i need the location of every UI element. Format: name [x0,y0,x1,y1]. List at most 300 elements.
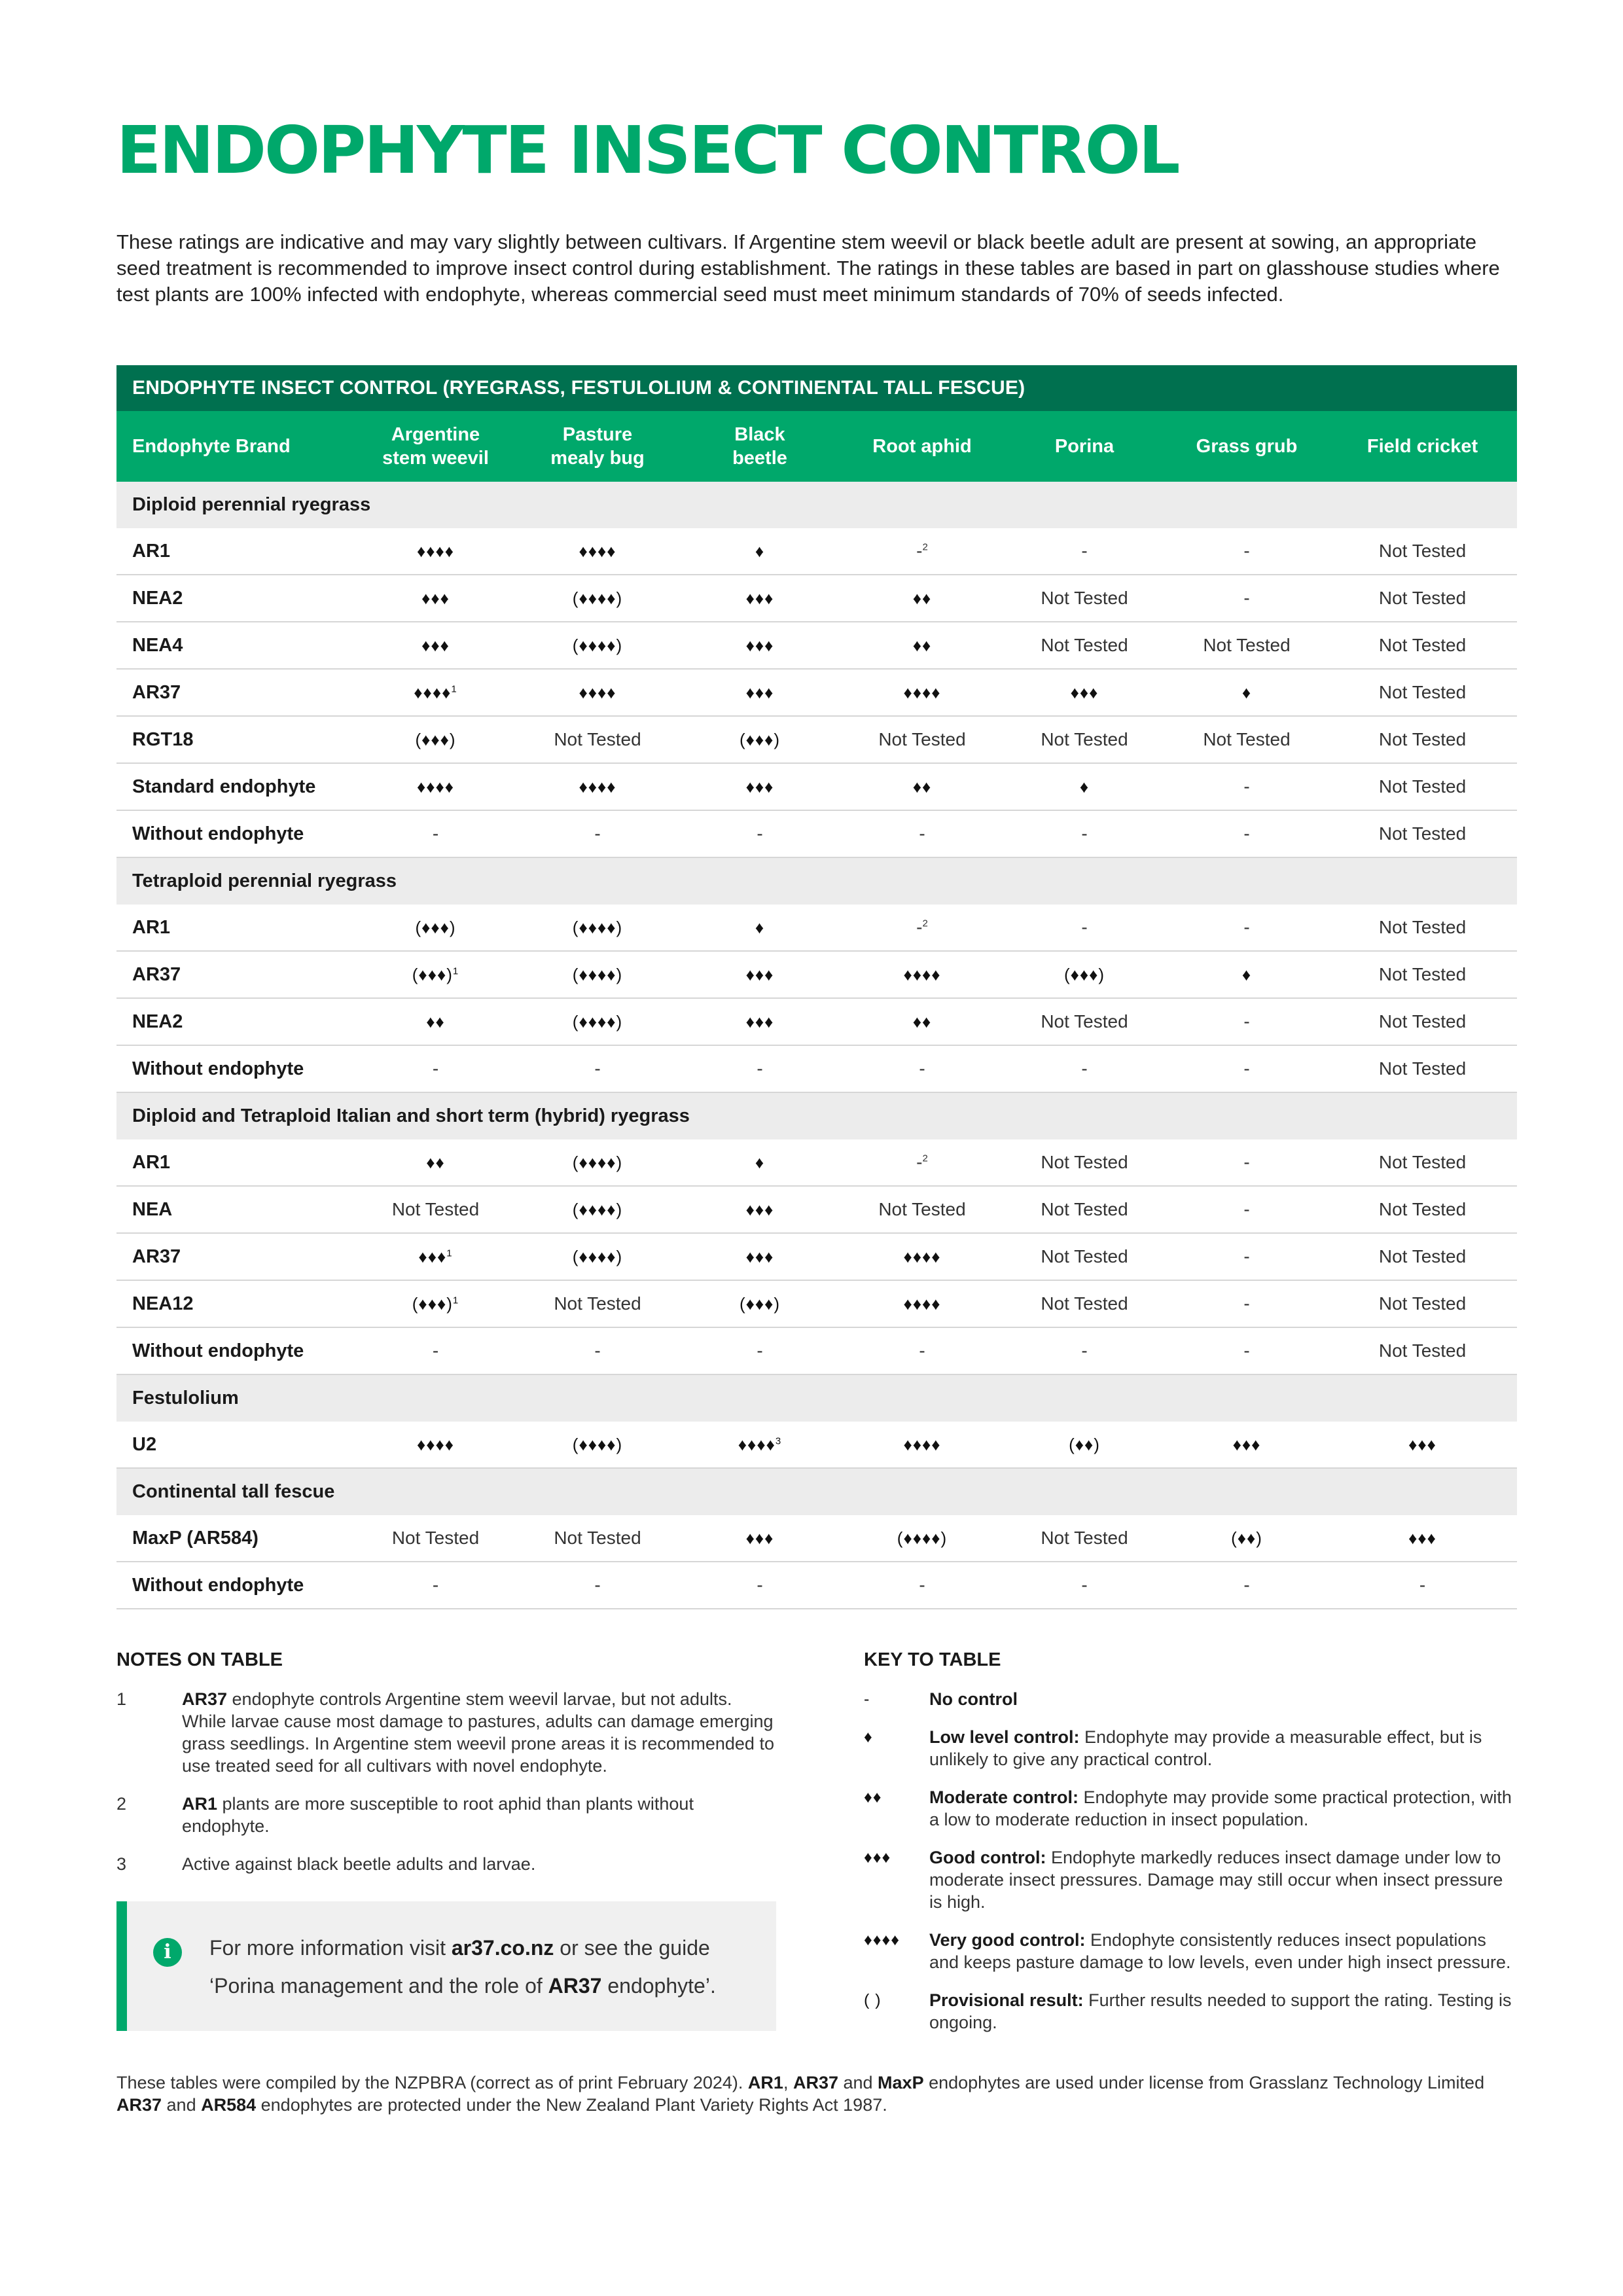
endophyte-brand: Without endophyte [116,1562,355,1609]
rating-cell [355,1327,516,1374]
rating-cell [516,810,679,857]
rating-value: (♦♦♦♦) [572,1011,623,1031]
rating-value: - [1243,588,1250,608]
rating-value: - [1243,1293,1250,1314]
rating-value: ♦♦ [912,776,932,797]
rating-value: Not Tested [1041,729,1128,749]
rating-cell [1328,575,1517,622]
rating-cell [679,622,841,669]
rating-cell [679,669,841,716]
rating-cell [679,998,841,1045]
rating-cell [841,622,1003,669]
footnote-ref: 2 [922,918,928,929]
rating-cell [516,622,679,669]
key-symbol: ♦ [864,1728,873,1746]
rating-cell [355,763,516,810]
footer-bold: MaxP [878,2073,924,2092]
rating-cell [1166,575,1328,622]
endophyte-brand: MaxP (AR584) [116,1515,355,1562]
rating-cell [1166,810,1328,857]
key-symbol: ♦♦♦♦ [864,1931,901,1949]
rating-value: (♦♦♦♦) [897,1528,948,1548]
rating-cell [1003,1422,1166,1468]
rating-value: Not Tested [554,729,641,749]
key-item [864,1726,1518,1770]
notes-heading: NOTES ON TABLE [116,1649,283,1670]
rating-value: - [919,1340,925,1361]
rating-cell [841,575,1003,622]
rating-value: ♦♦♦♦ [579,682,616,702]
rating-cell [516,998,679,1045]
rating-cell [355,1515,516,1562]
rating-cell [516,1515,679,1562]
rating-value: - [1243,1575,1250,1595]
rating-cell [841,1515,1003,1562]
rating-value: (♦♦♦) [739,1293,781,1314]
rating-cell [679,1186,841,1233]
rating-cell [1328,622,1517,669]
note-body: Active against black beetle adults and larvae. [182,1854,536,1874]
rating-value: - [432,823,439,844]
rating-value: - [1243,1199,1250,1219]
rating-cell [1328,905,1517,951]
rating-cell [679,1045,841,1092]
rating-cell [516,669,679,716]
group-row [116,857,1517,905]
key-label: Provisional result: [929,1990,1084,2010]
rating-cell [1003,575,1166,622]
rating-cell [841,1422,1003,1468]
key-text [929,1989,1518,2034]
rating-value: (♦♦♦♦) [572,635,623,655]
rating-value: - [1243,823,1250,844]
rating-cell [355,810,516,857]
rating-value: Not Tested [554,1528,641,1548]
rating-value: - [1243,776,1250,797]
group-label: Continental tall fescue [116,1468,1517,1515]
key-item [864,1688,1518,1710]
note-text [182,1688,777,1777]
rating-cell [355,528,516,575]
rating-cell [679,1233,841,1280]
column-header [116,411,355,482]
key-label: Moderate control: [929,1787,1079,1807]
intro-paragraph: These ratings are indicative and may vary slightly between cultivars. If Argentine stem weevil or black beetle adult are present at sowing, an appropriate seed treatment is recommended to improve insect control during establishment. The ratings in these tables are based in part on glasshouse studies where test plants are 100% infected with endophyte, whereas commercial seed must meet minimum standards of 70% of seeds infected. [116,230,1500,306]
endophyte-brand: NEA12 [116,1280,355,1327]
column-header-label: Field cricket [1366,436,1478,457]
rating-value: - [916,1152,923,1172]
page-title: ENDOPHYTE INSECT CONTROL [116,112,1179,188]
insect-control-table [116,365,1517,1609]
rating-cell [1003,669,1166,716]
rating-cell [516,763,679,810]
rating-value: - [919,1575,925,1595]
rating-cell [1003,1233,1166,1280]
rating-value: ♦ [755,917,765,937]
rating-value: - [1243,541,1250,561]
rating-cell [1166,669,1328,716]
rating-cell [1166,1186,1328,1233]
rating-cell [1003,810,1166,857]
rating-cell [1003,1139,1166,1186]
rating-value: ♦♦♦♦ [416,541,455,561]
column-header [516,411,679,482]
rating-value: ♦♦♦ [418,1246,447,1266]
info-line1-text: For more information visit [209,1936,452,1960]
note-body: endophyte controls Argentine stem weevil larvae, but not adults. While larvae cause most damage to pastures, adults can damage emerging grass seedlings. In Argentine stem weevil prone areas it is recommended to use treated seed for all cultivars with novel endophyte. [182,1689,774,1776]
rating-cell [1328,1139,1517,1186]
key-text [929,1688,1018,1710]
rating-value: - [1243,917,1250,937]
endophyte-brand: NEA2 [116,575,355,622]
rating-cell [1166,1045,1328,1092]
info-line1-end: or see the guide [554,1936,710,1960]
rating-cell [1003,622,1166,669]
rating-cell [841,1045,1003,1092]
rating-value: ♦♦♦♦ [903,1293,941,1314]
rating-value: ♦♦♦ [1408,1434,1436,1454]
key-description: Endophyte may provide a measurable effect, but is unlikely to give any practical control. [929,1727,1482,1769]
key-label: No control [929,1689,1018,1709]
rating-value: ♦ [1241,964,1252,984]
table-row [116,1422,1517,1468]
rating-cell [1328,1280,1517,1327]
rating-cell [1003,716,1166,763]
rating-cell [1003,1186,1166,1233]
note-number: 3 [116,1854,127,1874]
rating-value: - [1243,1246,1250,1266]
key-list [864,1688,1518,2034]
column-header-row [116,411,1517,482]
rating-value: (♦♦♦♦) [572,917,623,937]
rating-cell [679,1515,841,1562]
rating-cell [355,622,516,669]
rating-cell [1328,528,1517,575]
endophyte-brand: Without endophyte [116,1045,355,1092]
rating-value: - [1243,1058,1250,1079]
key-symbol: ♦♦ [864,1788,882,1806]
rating-value: Not Tested [1041,1011,1128,1031]
rating-cell [841,1139,1003,1186]
endophyte-brand: AR1 [116,1139,355,1186]
rating-cell [516,716,679,763]
rating-cell [1328,763,1517,810]
rating-value: Not Tested [1378,1152,1467,1172]
rating-value: ♦♦♦ [745,1011,774,1031]
rating-value: Not Tested [391,1199,480,1219]
rating-cell [355,1139,516,1186]
rating-value: Not Tested [1378,635,1467,655]
note-number: 1 [116,1689,127,1709]
rating-cell [1003,1280,1166,1327]
rating-cell [516,1139,679,1186]
rating-value: - [594,1575,601,1595]
footer-text: and [162,2095,202,2115]
rating-value: - [916,917,923,937]
footnote-ref: 1 [446,1247,453,1259]
table-row [116,1233,1517,1280]
rating-cell [355,1045,516,1092]
note-bold: AR37 [182,1689,228,1709]
key-description: Endophyte consistently reduces insect populations and keeps pasture damage to low levels, even under high insect pressure. [929,1930,1511,1972]
rating-value: Not Tested [1041,1293,1128,1314]
rating-cell [1166,951,1328,998]
note-text [182,1853,535,1875]
rating-cell [841,810,1003,857]
rating-value: ♦♦♦ [421,635,450,655]
key-item [864,1846,1518,1913]
rating-value: (♦♦♦♦) [572,1199,623,1219]
rating-cell [516,528,679,575]
rating-cell [516,905,679,951]
rating-cell [841,716,1003,763]
rating-value: - [432,1575,439,1595]
footer-text: These tables were compiled by the NZPBRA (correct as of print February 2024). [116,2073,748,2092]
rating-cell [355,1422,516,1468]
rating-cell [1328,951,1517,998]
rating-cell [679,810,841,857]
rating-cell [1166,1280,1328,1327]
rating-cell [516,1045,679,1092]
footer-bold: AR584 [201,2095,257,2115]
info-callout [116,1901,776,2031]
column-header-label: Black [734,424,785,445]
table-row [116,669,1517,716]
rating-value: Not Tested [1041,1528,1128,1548]
endophyte-brand: Without endophyte [116,810,355,857]
group-row [116,1374,1517,1422]
rating-cell [1166,622,1328,669]
rating-cell [1166,905,1328,951]
rating-value: Not Tested [1378,1246,1467,1266]
footnote-ref: 1 [452,965,459,977]
rating-cell [516,1422,679,1468]
key-description: Endophyte markedly reduces insect damage under low to moderate insect pressures. Damage may still occur when insect pressure is high. [929,1848,1503,1912]
rating-cell [1328,1233,1517,1280]
info-text [209,1929,716,2005]
key-text [929,1929,1518,1973]
rating-value: Not Tested [1203,729,1291,749]
note-body: plants are more susceptible to root aphid than plants without endophyte. [182,1794,694,1836]
rating-cell [841,1327,1003,1374]
rating-value: ♦♦ [912,1011,932,1031]
rating-cell [1328,1562,1517,1609]
rating-value: ♦♦♦♦ [903,964,941,984]
rating-cell [1166,1562,1328,1609]
rating-value: - [919,823,925,844]
rating-value: (♦♦♦♦) [572,1434,623,1454]
endophyte-brand: Without endophyte [116,1327,355,1374]
rating-value: Not Tested [878,1199,966,1219]
rating-value: - [1081,917,1088,937]
rating-value: Not Tested [1378,776,1467,797]
rating-value: ♦♦♦ [745,682,774,702]
table-title: ENDOPHYTE INSECT CONTROL (RYEGRASS, FESTULOLIUM & CONTINENTAL TALL FESCUE) [116,365,1517,411]
rating-cell [1003,1045,1166,1092]
rating-cell [1166,1422,1328,1468]
rating-value: (♦♦♦) [415,917,456,937]
rating-value: ♦♦♦♦ [738,1434,776,1454]
endophyte-brand: NEA [116,1186,355,1233]
rating-value: (♦♦♦♦) [572,1246,623,1266]
rating-cell [355,669,516,716]
rating-cell [679,1139,841,1186]
table-row [116,622,1517,669]
table-row [116,998,1517,1045]
rating-value: Not Tested [554,1293,641,1314]
footnote-ref: 1 [452,1294,459,1306]
rating-cell [1166,1139,1328,1186]
rating-value: - [916,541,923,561]
rating-value: Not Tested [1041,1199,1128,1219]
rating-value: ♦♦♦ [1232,1434,1261,1454]
footer-bold: AR37 [793,2073,838,2092]
rating-cell [1166,1327,1328,1374]
rating-value: ♦♦♦♦ [903,1434,941,1454]
rating-cell [679,575,841,622]
rating-value: ♦♦♦ [1070,682,1099,702]
table-row [116,1186,1517,1233]
rating-value: ♦♦♦ [745,588,774,608]
endophyte-brand: AR37 [116,669,355,716]
rating-value: ♦♦♦♦ [903,682,941,702]
rating-value: - [1243,1340,1250,1361]
endophyte-brand: U2 [116,1422,355,1468]
table-row [116,905,1517,951]
rating-cell [841,1562,1003,1609]
rating-cell [679,528,841,575]
rating-cell [1003,763,1166,810]
column-header-label: mealy bug [550,448,645,469]
key-text [929,1726,1518,1770]
key-section [864,1649,1518,2049]
column-header [1003,411,1166,482]
table-row [116,1327,1517,1374]
rating-value: Not Tested [1378,1340,1467,1361]
rating-cell [679,951,841,998]
rating-cell [355,1233,516,1280]
rating-cell [841,763,1003,810]
info-link[interactable]: ar37.co.nz [451,1936,554,1960]
rating-cell [1003,951,1166,998]
rating-cell [1003,905,1166,951]
rating-cell [1166,528,1328,575]
column-header-label: Endophyte Brand [132,436,291,457]
rating-value: ♦♦♦ [745,1246,774,1266]
rating-cell [679,1327,841,1374]
notes-section [116,1649,777,1891]
footnote-ref: 1 [451,683,457,694]
key-label: Low level control: [929,1727,1080,1747]
rating-value: - [757,1340,763,1361]
rating-value: ♦♦ [912,635,932,655]
group-label: Diploid and Tetraploid Italian and short term (hybrid) ryegrass [116,1092,1517,1139]
rating-cell [1166,1515,1328,1562]
table-row [116,1562,1517,1609]
rating-value: ♦ [755,1152,765,1172]
rating-value: Not Tested [1378,541,1467,561]
rating-cell [841,528,1003,575]
rating-value: Not Tested [1378,1058,1467,1079]
endophyte-brand: AR1 [116,905,355,951]
endophyte-brand: AR37 [116,1233,355,1280]
rating-value: ♦♦♦ [745,964,774,984]
rating-value: - [919,1058,925,1079]
rating-cell [355,716,516,763]
rating-value: ♦♦♦♦ [416,1434,455,1454]
table-row [116,810,1517,857]
endophyte-brand: Standard endophyte [116,763,355,810]
rating-cell [355,998,516,1045]
rating-cell [841,1186,1003,1233]
info-line2-bold: AR37 [548,1974,602,1998]
rating-cell [516,1186,679,1233]
rating-value: ♦♦♦♦ [416,776,455,797]
table-row [116,575,1517,622]
footer-bold: AR1 [747,2073,783,2092]
rating-cell [355,951,516,998]
footer-text: endophytes are protected under the New Zealand Plant Variety Rights Act 1987. [256,2095,887,2115]
rating-value: - [1081,1575,1088,1595]
rating-value: ♦♦♦ [745,776,774,797]
key-symbol: ♦♦♦ [864,1848,891,1867]
table-row [116,1515,1517,1562]
key-symbol: - [864,1690,870,1708]
rating-cell [1003,998,1166,1045]
key-item [864,1989,1518,2034]
rating-cell [1166,763,1328,810]
rating-value: ♦♦♦♦ [414,682,452,702]
endophyte-brand: AR37 [116,951,355,998]
footer-text: , [783,2073,793,2092]
rating-value: (♦♦♦♦) [572,588,623,608]
rating-value: ♦♦ [912,588,932,608]
group-row [116,1092,1517,1139]
rating-cell [1328,716,1517,763]
rating-value: (♦♦) [1231,1528,1262,1548]
rating-cell [516,575,679,622]
group-row [116,482,1517,528]
column-header-label: Argentine [391,424,480,445]
column-header [1328,411,1517,482]
rating-value: - [1081,823,1088,844]
rating-value: ♦♦♦ [745,635,774,655]
rating-cell [841,1280,1003,1327]
rating-value: Not Tested [1378,823,1467,844]
rating-cell [1328,1327,1517,1374]
rating-value: - [1243,1011,1250,1031]
rating-value: Not Tested [1378,588,1467,608]
rating-cell [516,1562,679,1609]
table-row [116,1139,1517,1186]
rating-cell [1003,1327,1166,1374]
rating-cell [679,716,841,763]
endophyte-brand: AR1 [116,528,355,575]
rating-value: ♦♦♦♦ [579,776,616,797]
rating-cell [1003,528,1166,575]
endophyte-brand: RGT18 [116,716,355,763]
rating-cell [1328,1186,1517,1233]
rating-cell [1328,1045,1517,1092]
table-row [116,1280,1517,1327]
key-text [929,1786,1518,1831]
rating-value: - [432,1340,439,1361]
rating-value: - [1243,1152,1250,1172]
rating-cell [1166,998,1328,1045]
key-heading: KEY TO TABLE [864,1649,1001,1670]
column-header-label: stem weevil [382,448,489,469]
column-header [679,411,841,482]
